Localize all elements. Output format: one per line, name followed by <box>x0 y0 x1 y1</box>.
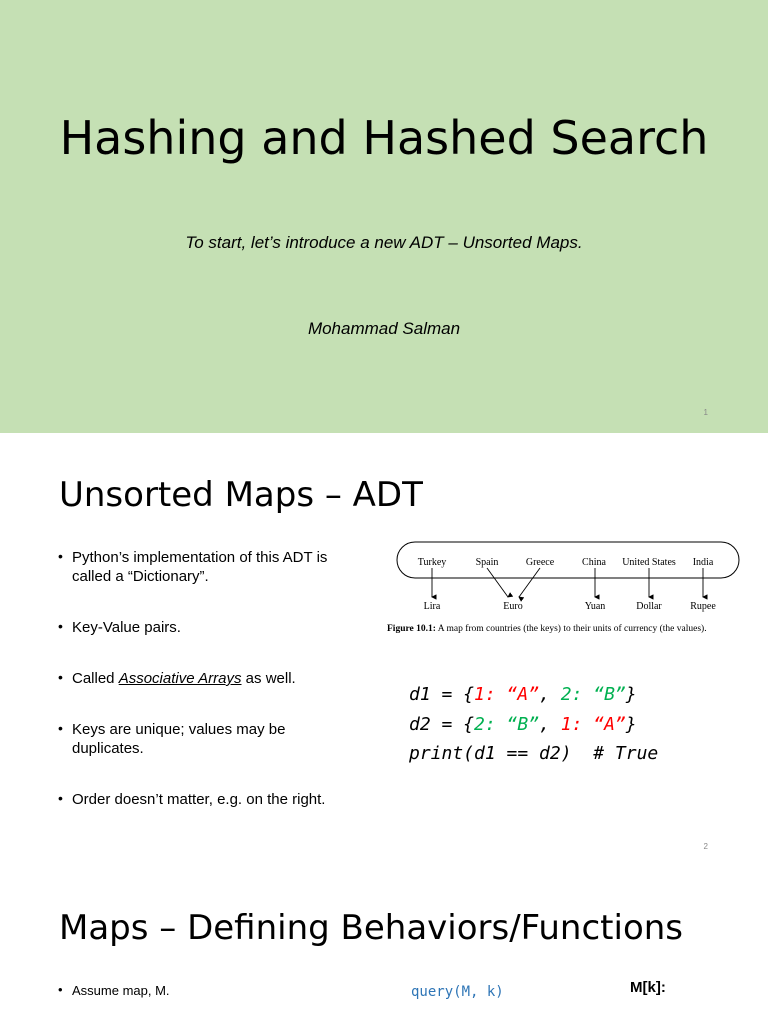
slide-subtitle: To start, let’s introduce a new ADT – Unsorted Maps. <box>185 233 583 252</box>
code-token: d2 = { <box>409 713 475 735</box>
slide-title: Hashing and Hashed Search <box>59 111 709 165</box>
code-token: d1 = { <box>409 684 475 705</box>
map-arrow <box>519 568 540 597</box>
bullet-text: as well. <box>241 670 296 687</box>
code-line <box>409 710 658 740</box>
bullet-item: • Assume map, M. <box>58 983 170 998</box>
currency-label: Lira <box>423 601 441 612</box>
figure-caption <box>387 624 767 634</box>
currency-label: Euro <box>503 601 523 612</box>
country-label: India <box>692 557 714 568</box>
slide-title: Maps – Defining Behaviors/Functions <box>59 908 684 948</box>
page-number: 2 <box>703 842 708 851</box>
country-label: Spain <box>475 557 499 568</box>
bullet-text: Called <box>72 670 119 687</box>
map-index-label: M[k]: <box>630 979 666 996</box>
bullet-list <box>56 548 336 809</box>
country-label: Turkey <box>417 557 447 568</box>
associative-arrays-link[interactable]: Associative Arrays <box>118 670 242 687</box>
bullet-item: • Python’s implementation of this ADT is called a “Dictionary”. <box>56 548 336 586</box>
bullet-item: • Key-Value pairs. <box>56 618 336 637</box>
code-token: } <box>625 713 637 735</box>
country-label: United States <box>622 557 676 568</box>
currency-label: Rupee <box>690 601 716 612</box>
bullet-item: • Order doesn’t matter, e.g. on the right. <box>56 790 336 809</box>
author-name: Mohammad Salman <box>307 319 461 338</box>
code-token: , <box>539 684 561 705</box>
country-label: China <box>582 557 606 568</box>
code-token: 2: “B” <box>474 713 540 735</box>
code-token: , <box>539 713 561 735</box>
figure-caption-label: Figure 10.1: <box>387 624 436 634</box>
code-block <box>409 680 658 769</box>
countries-oval <box>397 542 739 578</box>
code-line <box>409 680 658 710</box>
code-token: 1: “A” <box>560 713 626 735</box>
code-token: 1: “A” <box>474 684 540 705</box>
country-label: Greece <box>525 557 555 568</box>
bullet-item <box>56 669 336 688</box>
figure-caption-text: A map from countries (the keys) to their units of currency (the values). <box>435 624 707 634</box>
map-arrow <box>487 568 508 597</box>
page-number: 1 <box>703 408 708 417</box>
slide-title: Unsorted Maps – ADT <box>59 475 423 515</box>
code-token: } <box>625 684 637 705</box>
code-token: 2: “B” <box>560 684 626 705</box>
code-line: print(d1 == d2) # True <box>409 743 659 764</box>
code-snippet: query(M, k) <box>411 984 504 1000</box>
title-slide <box>0 0 768 433</box>
currency-label: Dollar <box>636 601 662 612</box>
bullet-item: • Keys are unique; values may be duplicates. <box>56 720 336 758</box>
currency-label: Yuan <box>584 601 606 612</box>
